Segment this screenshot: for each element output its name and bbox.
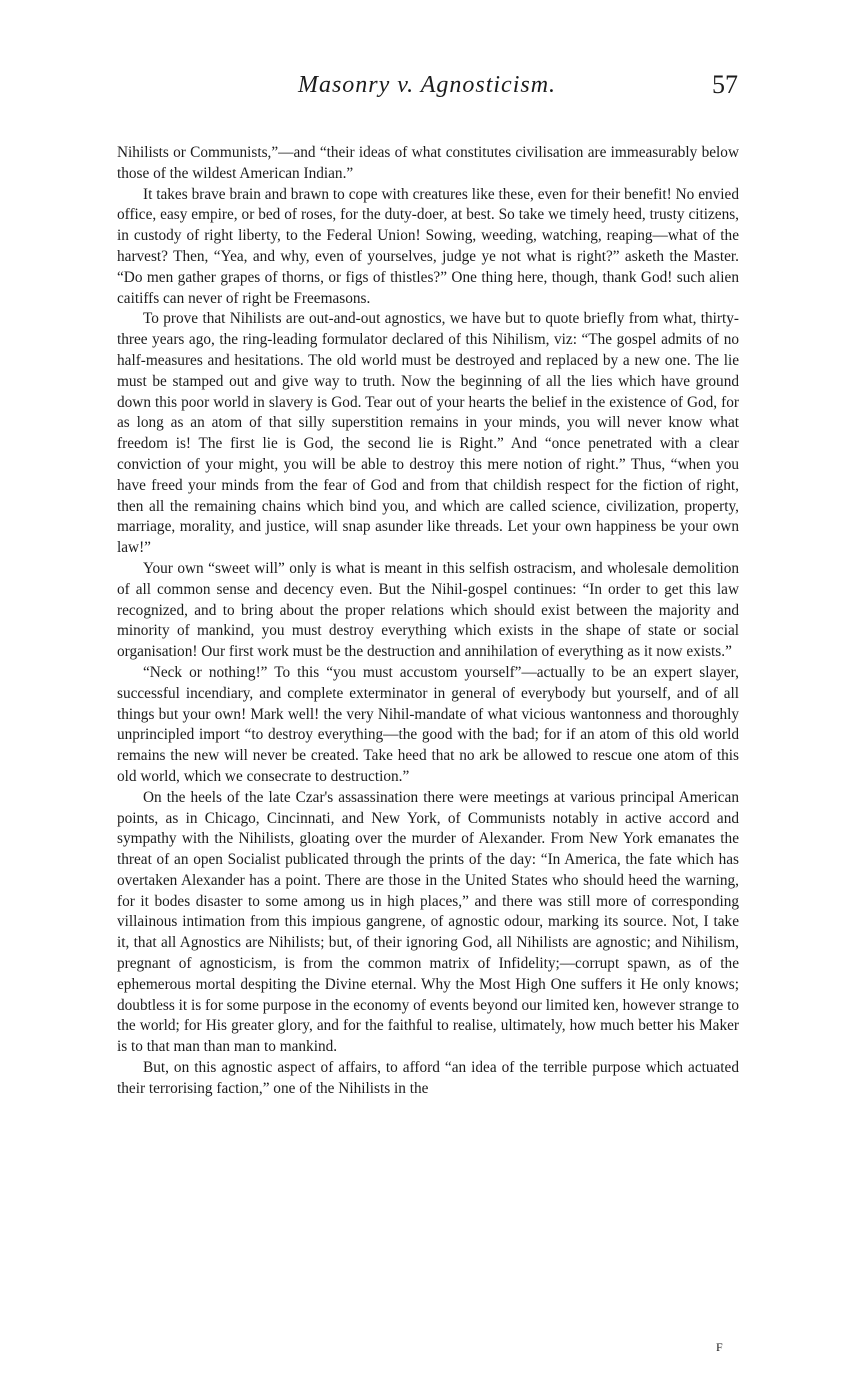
paragraph: To prove that Nihilists are out-and-out agnostics, we have but to quote briefly from what, thirty-three years ago, the ring-leading formulator declared of this Nihilism, viz: “The gospel admits of no half-measures and hesitations. The old world must be destroyed and replaced by a new one. The lie must be stamped out and give way to truth. Now the beginning of all the lies which have ground down this poor world in slavery is God. Tear out of your hearts the belief in the existence of God, for as long as an atom of that silly superstition remains in your minds, you will never know what freedom is! The first lie is God, the second lie is Right.” And “once penetrated with a clear conviction of your might, you will be able to destroy this mere notion of right.” Thus, “when you have freed your minds from the fear of God and from that childish respect for the fiction of right, then all the remaining chains which bind you, and which are called science, civilization, property, marriage, morality, and justice, will snap asunder like threads. Let your own happiness be your own law!” bbox=[117, 310, 739, 557]
page-number: 57 bbox=[712, 70, 738, 99]
body-text bbox=[117, 143, 739, 1100]
signature-mark: F bbox=[716, 1340, 723, 1354]
paragraph: “Neck or nothing!” To this “you must accustom yourself”—actually to be an expert slayer, successful incendiary, and complete exterminator in general of everybody but yourself, and of all things but your own! Mark well! the very Nihil-mandate of what vicious wantonness and thoroughly unprincipled import “to destroy everything—the good with the bad; for if an atom of this old world remains the new will never be created. Take heed that no ark be allowed to rescue one atom of this old world, which we consecrate to destruction.” bbox=[117, 663, 739, 785]
paragraph: Your own “sweet will” only is what is meant in this selfish ostracism, and wholesale demolition of all common sense and decency even. But the Nihil-gospel continues: “In order to get this law recognized, and to bring about the proper relations which should exist between the majority and minority of mankind, you must destroy everything which exists in the shape of state or social organisation! Our first work must be the destruction and annihilation of everything as it now exists.” bbox=[117, 559, 739, 661]
page-header bbox=[0, 68, 854, 112]
paragraph: It takes brave brain and brawn to cope with creatures like these, even for their benefit! No envied office, easy empire, or bed of roses, for the duty-doer, at best. So take we timely heed, trusty citizens, in custody of right liberty, to the Federal Union! Sowing, weeding, watching, reaping—what of the harvest? Then, “Yea, and why, even of yourselves, judge ye not what is right?” asketh the Master. “Do men gather grapes of thorns, or figs of thistles?” One thing here, though, thank God! such alien caitiffs can never of right be Freemasons. bbox=[117, 185, 739, 307]
running-title: Masonry v. Agnosticism. bbox=[297, 72, 557, 98]
paragraph: But, on this agnostic aspect of affairs, to afford “an idea of the terrible purpose which actuated their terrorising faction,” one of the Nihilists in the bbox=[117, 1059, 739, 1097]
paragraph: On the heels of the late Czar's assassination there were meetings at various principal American points, as in Chicago, Cincinnati, and New York, of Communists notably in active accord and sympathy with the Nihilists, gloating over the murder of Alexander. From New York emanates the threat of an open Socialist publicated through the prints of the day: “In America, the fate which has overtaken Alexander has a point. There are those in the United States who should heed the warning, for it bodes disaster to some among us in high places,” and there was still more of corresponding villainous intimation from this impious gangrene, of agnostic odour, marking its source. Not, I take it, that all Agnostics are Nihilists; but, of their ignoring God, all Nihilists are agnostic; and Nihilism, pregnant of agnosticism, is from the common matrix of Infidelity;—corrupt spawn, as of the ephemerous mortal despiting the Divine eternal. Why the Most High One suffers it He only knows; doubtless it is for some purpose in the economy of events beyond our limited ken, however strange to the world; for His greater glory, and for the faithful to realise, ultimately, how much better his Maker is to that man than man to mankind. bbox=[117, 788, 739, 1056]
paragraph: Nihilists or Communists,”—and “their ideas of what constitutes civilisation are immeasurably below those of the wildest American Indian.” bbox=[117, 144, 739, 182]
